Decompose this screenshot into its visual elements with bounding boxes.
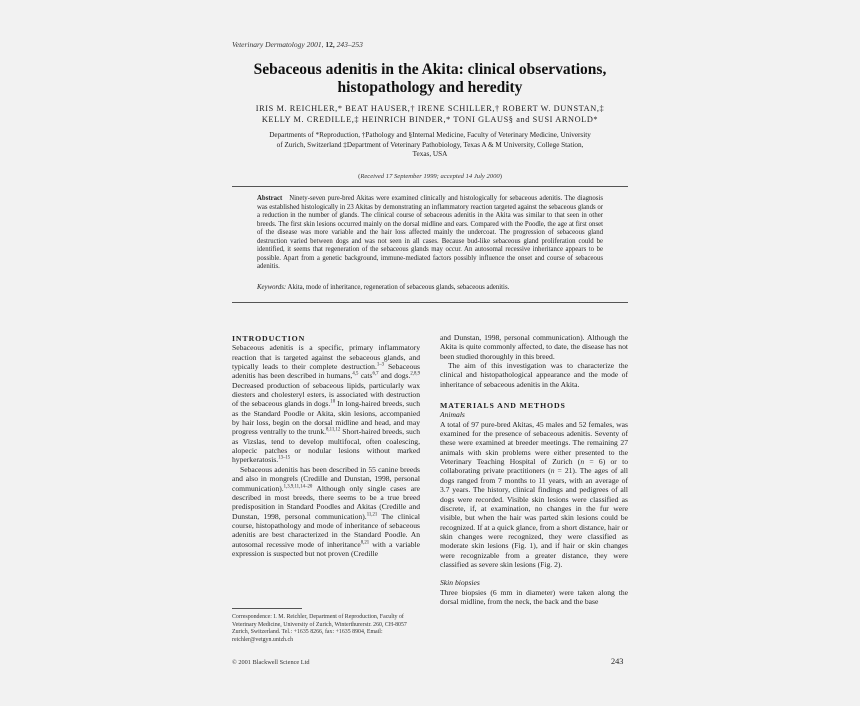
- animals-paragraph: [440, 420, 628, 570]
- affiliation-line-1: Departments of *Reproduction, †Pathology and §Internal Medicine, Faculty of Veterinary Medicine, University: [269, 131, 591, 139]
- intro-paragraph-1: [232, 343, 420, 464]
- title-line-2: histopathology and heredity: [337, 79, 523, 96]
- citation: 8,11,12: [326, 427, 341, 433]
- text-run: and dogs.: [378, 371, 411, 381]
- accepted-date: 14 July 2000: [465, 173, 500, 180]
- journal-pages: 243–253: [336, 40, 363, 49]
- received-label: Received: [360, 173, 385, 180]
- subheading-skin-biopsies: Skin biopsies: [440, 578, 480, 588]
- paren-close: ): [499, 173, 502, 180]
- citation: 10: [330, 399, 336, 405]
- journal-volume: 12,: [325, 40, 335, 49]
- biopsies-paragraph: Three biopsies (6 mm in diameter) were taken along the dorsal midline, from the neck, the back and the base: [440, 587, 628, 606]
- footnote-rule: [232, 608, 302, 609]
- paren-open: (: [358, 173, 361, 180]
- divider-bottom: [232, 302, 628, 303]
- text-run: = 21). The ages of all dogs ranged from 7 months to 11 years, with an average of 3.7 years. The history, clinical findings and pedigrees of all dogs were recorded. Visible skin lesions were classified as discrete, if, at examination, no changes in the fur were visible, but when the hair was parted skin lesions could be recognized. If at a quick glance, from a short distance, hair or skin changes were recognized, they were classified as moderate skin lesions (Fig. 1), and if hair or skin changes were recognizable from a greater distance, they were classified as severe skin lesions (Fig. 2).: [440, 466, 629, 569]
- copyright-footer: © 2001 Blackwell Science Ltd: [232, 659, 310, 666]
- text-run: Although only single cases are described in most breeds, there seems to be a true breed predisposition in Standard Poodles and Akitas (Credille and Dunstan, 1998, personal communication).: [232, 483, 420, 521]
- text-run: = 6) or to collaborating private practitioners (: [440, 457, 628, 476]
- text-run: with a variable expression is suspected but not proven (Credille: [232, 539, 421, 558]
- citation: 1,3,9,11,14–20: [283, 483, 313, 489]
- affiliations: [250, 131, 610, 160]
- intro-paragraph-3: and Dunstan, 1998, personal communication). Although the Akita is quite commonly affected, to date, the disease has not been studied thoroughly in this breed.: [440, 333, 628, 361]
- author-list: [232, 103, 628, 125]
- affiliation-line-3: Texas, USA: [412, 150, 448, 159]
- abstract-text: Ninety-seven pure-bred Akitas were examined clinically and histologically for sebaceous adenitis. The diagnosis was established histologically in 23 Akitas by demonstrating an inflammatory reaction targeted against the sebaceous glands or a reduction in the number of glands. The clinical course of sebaceous adenitis in the Akita was similar to that seen in other breeds. The first skin lesions occurred mainly on the dorsal midline and ears. Compared with the Poodle, the age at first onset of the disease was more variable and the hair loss affected mainly the undercoat. The progression of sebaceous gland destruction varied between dogs and was not seen in all cases. Because bud-like sebaceous gland proliferation could be identified, it seems that regeneration of the sebaceous glands may occur. An autosomal recessive inheritance appears to be possible. Apart from a genetic background, immune-mediated factors possibly influence the onset and course of sebaceous adenitis.: [257, 195, 603, 270]
- variable-n: n: [580, 457, 585, 467]
- keywords-label: Keywords:: [257, 284, 287, 291]
- citation: 11,21: [366, 512, 378, 517]
- subheading-animals: Animals: [440, 410, 465, 420]
- citation: 13–15: [278, 455, 291, 461]
- accepted-label: accepted: [440, 173, 464, 180]
- page-number: 243: [611, 657, 624, 666]
- intro-paragraph-2: [232, 465, 420, 558]
- text-run: Sebaceous adenitis is a specific, primary inflammatory reaction that is targeted against the sebaceous glands, and typically leads to their complete destruction.: [232, 343, 420, 372]
- journal-header: [232, 40, 363, 49]
- abstract-label: Abstract: [257, 195, 283, 202]
- keywords-text: Akita, mode of inheritance, regeneration of sebaceous glands, sebaceous adenitis.: [287, 284, 510, 291]
- section-heading-methods: MATERIALS AND METHODS: [440, 401, 566, 411]
- right-column: [440, 333, 628, 606]
- authors-line-1: IRIS M. REICHLER,* BEAT HAUSER,† IRENE SCHILLER,† ROBERT W. DUNSTAN,‡: [255, 104, 605, 113]
- text-run: A total of 97 pure-bred Akitas, 45 males and 52 females, was examined for the presence of sebaceous adenitis. Seventy of these were examined at breeder meetings. The remaining 27 animals with skin problems were either presented to the Veterinary Teaching Hospital of Zurich (: [440, 419, 628, 467]
- intro-paragraph-4: The aim of this investigation was to characterize the clinical and histopathological appearance and the mode of inheritance of sebaceous adenitis in the Akita.: [440, 361, 628, 389]
- journal-name: Veterinary Dermatology: [232, 40, 305, 49]
- abstract: [257, 195, 603, 272]
- title-line-1: Sebaceous adenitis in the Akita: clinical observations,: [253, 61, 607, 78]
- citation: 2,8,9: [410, 371, 420, 377]
- text-run: In long-haired breeds, such as the Standard Poodle or Akita, skin lesions, accompanied by hair loss, begin on the dorsal midline and head, and may progress ventrally to the trunk.: [232, 399, 420, 437]
- citation: 6,7: [372, 371, 379, 377]
- variable-n: n: [550, 466, 555, 476]
- paper-title: [232, 61, 628, 97]
- text-run: cats: [358, 371, 373, 381]
- citation: 1–3: [376, 362, 385, 368]
- received-date: 17 September 1999;: [385, 173, 439, 180]
- citation: 8,21: [360, 540, 370, 546]
- keywords: [257, 284, 603, 291]
- text-run: Short-haired breeds, such as Vizslas, tend to develop multifocal, often coalescing, alopecic patches or nodular lesions without marked hyperkeratosis.: [232, 427, 420, 465]
- citation: 4,5: [352, 371, 359, 377]
- correspondence-note: Correspondence: I. M. Reichler, Department of Reproduction, Faculty of Veterinary Medicine, University of Zurich, Winterthurerstr. 260, CH-8057 Zurich, Switzerland. Tel.: +1635 8266, fax: +1635 8904, Email: reichler@vetgyn.unizh.ch: [232, 614, 407, 644]
- divider-top: [232, 186, 628, 187]
- text-run: The clinical course, histopathology and mode of inheritance of sebaceous adenitis are best characterized in the Standard Poodle. An autosomal recessive mode of inheritance: [232, 511, 420, 549]
- text-run: Sebaceous adenitis has been described in humans,: [232, 362, 420, 381]
- authors-line-2: KELLY M. CREDILLE,‡ HEINRICH BINDER,* TONI GLAUS§ and SUSI ARNOLD*: [261, 115, 599, 124]
- text-run: Sebaceous adenitis has been described in 55 canine breeds and also in mongrels (Credille and Dunstan, 1998, personal communication).: [232, 464, 420, 493]
- left-column: [232, 334, 420, 558]
- section-heading-introduction: INTRODUCTION: [232, 334, 306, 343]
- journal-year: 2001,: [306, 40, 324, 49]
- affiliation-line-2: of Zurich, Switzerland ‡Department of Veterinary Pathobiology, Texas A & M University, College Station,: [276, 140, 584, 149]
- received-dates: [232, 173, 628, 180]
- text-run: Decreased production of sebaceous lipids, particularly wax diesters and cholesteryl esters, is associated with destruction of the sebaceous glands in dogs.: [232, 380, 420, 409]
